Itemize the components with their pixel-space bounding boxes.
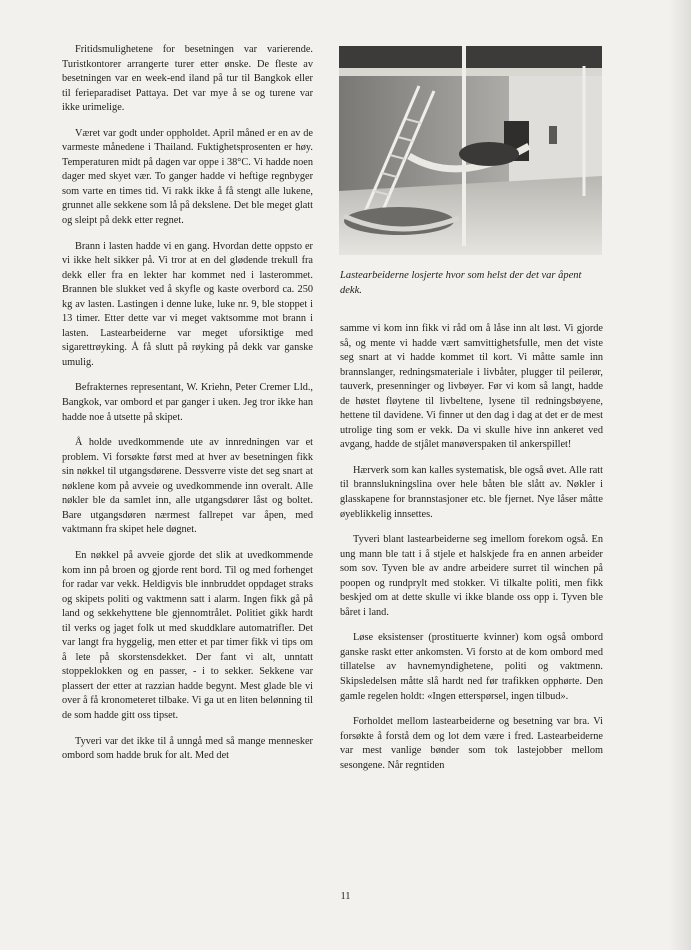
paragraph-relations: Forholdet mellom lastearbeiderne og besetning var bra. Vi forsøkte å forstå dem og lot dem være i fred. Lastearbeiderne var mest vanlige bønder som tok lastejobber mellom sesongene. Når regntiden [340, 716, 603, 771]
paragraph-worker-theft: Tyveri blant lastearbeiderne seg imellom forekom også. En ung mann ble tatt i å stjele et halskjede fra en annen arbeider som sov. Tyven ble av andre arbeidere surret til winchen på poopen og rundprylt med stokker. Vi tilkalte politi, men fikk beskjed om at dette skulle vi ikke blande oss opp i. Tyven ble båret i land. [340, 534, 603, 618]
paragraph-fire: Brann i lasten hadde vi en gang. Hvordan dette oppsto er vi ikke helt sikker på. Vi tror at en del glødende trekull fra dekk eller fra en lekter har kommet ned i lasterommet. Brannen ble slukket ved å skyfle og kaste overbord ca. 250 kg av lasten. Lastingen i denne luke, luke nr. 9, ble stoppet i 13 timer. Etter dette var vi meget vaktsomme mot brann i lasten. Lastearbeiderne var meget uforsiktige med sigarettrøyking. Å få slutt på røyking på dekk var ganske umulig. [62, 240, 313, 368]
paragraph-vandalism: Hærverk som kan kalles systematisk, ble også øvet. Alle ratt til brannslukningslina over hele båten ble slått av. Nøkler i glasskapene for brannstasjoner etc. ble fjernet. Nye låser måtte øyeblikkelig innsettes. [340, 464, 603, 520]
paragraph-continued: samme vi kom inn fikk vi råd om å låse inn alt løst. Vi gjorde så, og mente vi hadde vært samvittighetsfulle, men det viste seg snart at vi hadde kommet til kort. Vi måtte samle inn brannslanger, redningsmateriale i livbåter, plugger til peilerør, tauverk, presenninger og livbøyer. Før vi kom så langt, hadde de høstet fløytene til livbeltene, lysene til redningsbøyene, hettene til davidene. Vi finner ut den dag i dag at det er de mest utrolige ting som er vekk. Da vi skulle hive inn ankeret ved avgang, hadde de stjålet manøverspaken til ankerspillet! [340, 323, 603, 451]
photo-icon [339, 46, 602, 255]
paragraph-theft: Tyveri var det ikke til å unngå med så mange mennesker ombord som hadde bruk for alt. Med det [62, 735, 313, 762]
page-edge [669, 0, 691, 950]
right-column [340, 322, 603, 784]
page-number: 11 [340, 891, 351, 902]
paragraph-prostitution: Løse eksistenser (prostituerte kvinner) kom også ombord ganske raskt etter ankomsten. Vi forsto at de kom ombord med tillatelse av havnemyndighetene, politi og vaktmenn. Skipsledelsen måtte slå hardt ned før trafikken opphørte. Den gamle regelen holdt: «Ingen etterspørsel, ingen tilbud». [340, 632, 603, 702]
paragraph-weather: Været var godt under oppholdet. April måned er en av de varmeste månedene i Thailand. Fuktighetsprosenten er høy. Temperaturen midt på dagen var oppe i 38°C. Vi hadde noen dager med skyet vær. To ganger hadde vi heftige regnbyger som varte en times tid. Vi rakk ikke å få stengt alle lukene, grunnet alle sekkene som lå på dekslene. Det ble meget glatt og sleipt på dekk etter regnet. [62, 127, 313, 227]
deck-photo [339, 46, 602, 255]
paragraph-charterer: Befrakternes representant, W. Kriehn, Peter Cremer Lld., Bangkok, var ombord et par ganger i uken. Jeg tror ikke han hadde noe å utsette på skipet. [62, 382, 313, 423]
left-column [62, 43, 313, 775]
paragraph-break-in: En nøkkel på avveie gjorde det slik at uvedkommende kom inn på broen og gjorde rent bord. Til og med forhenget for radar var vekk. Heldigvis ble innbruddet oppdaget straks og skipets politi og vaktmenn satt i alarm. Ingen fikk gå på land og sekkehyttene ble gjennomtrålet. Politiet gikk hardt til verks og jaget folk ut med skuddklare automatrifler. Det var langt fra hyggelig, men etter et par timer fikk vi tips om å lete på skorstensdekket. Der fant vi alt, unntatt stoppeklokken og en passer, - i to sekker. Sekkene var plassert der etter at razzian hadde begynt. Mest glade ble vi over å få kronometeret tilbake. Vi ga ut en liten belønning til de som hadde gitt oss tipset. [62, 549, 313, 721]
photo-caption: Lastearbeiderne losjerte hvor som helst der det var åpent dekk. [340, 270, 582, 296]
paragraph-keys: Å holde uvedkommende ute av innredningen var et problem. Vi forsøkte først med at hver av besetningen fikk sin nøkkel til utgangsdørene. Dessverre viste det seg snart at nøklene kom på avveie og uvedkommende inn overalt. Alle nøkler ble da samlet inn, alle utgangsdører låst og boltet. Bare utgangsdøren nærmest fallrepet var åpen, med vaktmann fra skipet hele døgnet. [62, 437, 313, 536]
paragraph-leisure: Fritidsmulighetene for besetningen var varierende. Turistkontorer arrangerte turer etter ønske. De fleste av besetningen var en week-end iland på tur til Bangkok eller til ferieparadiset Pattaya. Det var mye å se og turene var ikke urimelige. [62, 44, 313, 114]
